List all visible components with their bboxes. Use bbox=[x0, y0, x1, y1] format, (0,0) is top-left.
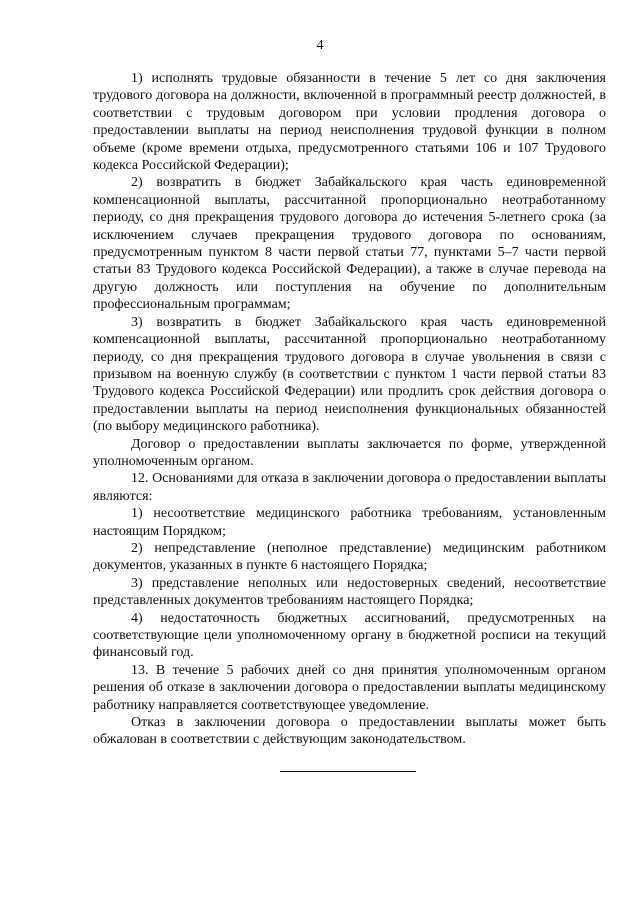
paragraph-refusal-reason-2: 2) непредставление (неполное представление) медицинским работником документов, указанных в пункте 6 настоящего Порядка; bbox=[93, 540, 606, 574]
paragraph-refusal-reason-3: 3) представление неполных или недостоверных сведений, несоответствие представленных документов требованиям настоящего Порядка; bbox=[93, 575, 606, 609]
paragraph-obligation-3: 3) возвратить в бюджет Забайкальского края часть единовременной компенсационной выплаты, рассчитанной пропорционально неотработанному периоду, со дня прекращения трудового договора в случае увольнения в связи с призывом на военную службу (в соответствии с пунктом 1 части первой статьи 83 Трудового кодекса Российской Федерации) или продлить срок действия договора о предоставлении выплаты на период неисполнения функциональных обязанностей (по выбору медицинского работника). bbox=[93, 314, 606, 435]
page-number: 4 bbox=[316, 38, 324, 53]
paragraph-contract-form: Договор о предоставлении выплаты заключается по форме, утвержденной уполномоченным органом. bbox=[93, 436, 606, 469]
paragraph-refusal-reason-1: 1) несоответствие медицинского работника требованиям, установленным настоящим Порядком; bbox=[93, 506, 606, 539]
document-body bbox=[93, 70, 606, 749]
paragraph-obligation-1: 1) исполнять трудовые обязанности в течение 5 лет со дня заключения трудового договора на должности, включенной в программный реестр должностей, в соответствии с трудовым договором при условии продления договора о предоставлении выплаты на период неисполнения трудовой функции в полном объеме (кроме времени отдыха, предусмотренного статьями 106 и 107 Трудового кодекса Российской Федерации); bbox=[93, 71, 606, 174]
paragraph-section-12: 12. Основаниями для отказа в заключении договора о предоставлении выплаты являются: bbox=[93, 471, 606, 504]
paragraph-obligation-2: 2) возвратить в бюджет Забайкальского края часть единовременной компенсационной выплаты, рассчитанной пропорционально неотработанному периоду, со дня прекращения трудового договора до истечения 5-летнего срока (за исключением случаев прекращения трудового договора по основаниям, предусмотренным пунктом 8 части первой статьи 77, пунктами 5–7 части первой статьи 83 Трудового кодекса Российской Федерации), а также в случае перевода на другую должность или поступления на обучение по дополнительным профессиональным программам; bbox=[93, 175, 606, 313]
paragraph-section-13: 13. В течение 5 рабочих дней со дня принятия уполномоченным органом решения об отказе в заключении договора о предоставлении выплаты медицинскому работнику направляется соответствующее уведомление. bbox=[93, 662, 606, 713]
end-divider bbox=[280, 771, 416, 772]
paragraph-appeal: Отказ в заключении договора о предоставлении выплаты может быть обжалован в соответствии с действующим законодательством. bbox=[93, 715, 606, 748]
paragraph-refusal-reason-4: 4) недостаточность бюджетных ассигнований, предусмотренных на соответствующие цели уполномоченному органу в бюджетной росписи на текущий финансовый год. bbox=[93, 610, 606, 661]
